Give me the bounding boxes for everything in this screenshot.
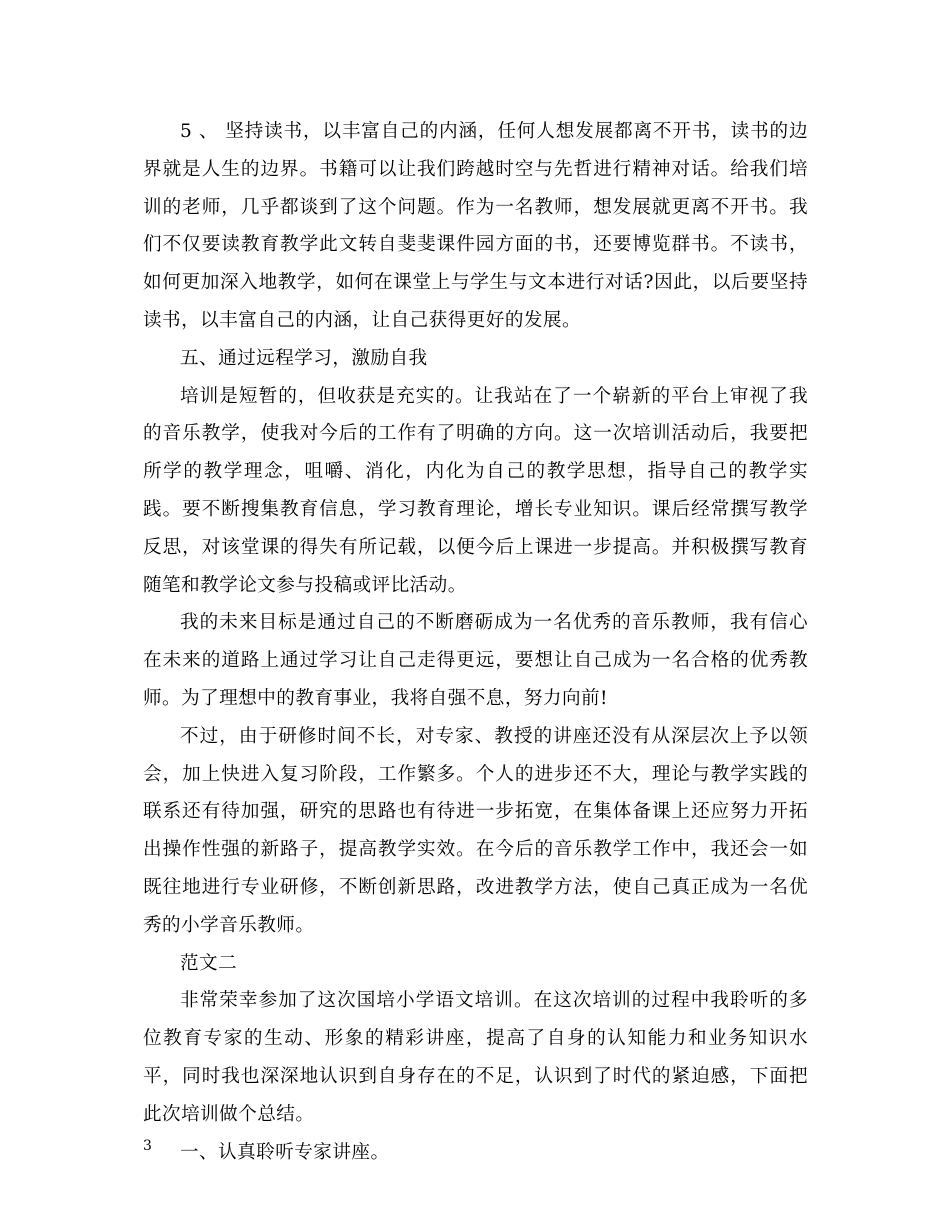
paragraph-guopei-intro: 非常荣幸参加了这次国培小学语文培训。在这次培训的过程中我聆听的多位教育专家的生动、形象的精彩讲座，提高了自身的认知能力和业务知识水平，同时我也深深地认识到自身存在的不足，认识到了时代的紧迫感，下面把此次培训做个总结。 <box>143 990 808 1125</box>
page-number: 3 <box>143 1138 152 1154</box>
section-heading-sample-two: 范文二 <box>180 952 238 974</box>
paragraph-future-goal: 我的未来目标是通过自己的不断磨砺成为一名优秀的音乐教师，我有信心在未来的道路上通过学习让自己走得更远，要想让自己成为一名合格的优秀教师。为了理想中的教育事业，我将自强不息，努力向前! <box>143 612 808 709</box>
paragraph-read-books: 5 、 坚持读书，以丰富自己的内涵，任何人想发展都离不开书，读书的边界就是人生的边界。书籍可以让我们跨越时空与先哲进行精神对话。给我们培训的老师，几乎都谈到了这个问题。作为一名教师，想发展就更离不开书。我们不仅要读教育教学此文转自斐斐课件园方面的书，还要博览群书。不读书，如何更加深入地教学，如何在课堂上与学生与文本进行对话?因此，以后要坚持读书，以丰富自己的内涵，让自己获得更好的发展。 <box>143 121 808 331</box>
document-body <box>143 113 808 1171</box>
section-heading-remote-learning: 五、通过远程学习，激励自我 <box>180 347 428 369</box>
section-heading-expert-lectures: 一、认真聆听专家讲座。 <box>180 1141 390 1163</box>
paragraph-shortcomings: 不过，由于研修时间不长，对专家、教授的讲座还没有从深层次上予以领会，加上快进入复习阶段，工作繁多。个人的进步还不大，理论与教学实践的联系还有待加强，研究的思路也有待进一步拓宽，在集体备课上还应努力开拓出操作性强的新路子，提高教学实效。在今后的音乐教学工作中，我还会一如既往地进行专业研修，不断创新思路，改进教学方法，使自己真正成为一名优秀的小学音乐教师。 <box>143 725 808 936</box>
paragraph-training-summary: 培训是短暂的，但收获是充实的。让我站在了一个崭新的平台上审视了我的音乐教学，使我对今后的工作有了明确的方向。这一次培训活动后，我要把所学的教学理念，咀嚼、消化，内化为自己的教学思想，指导自己的教学实践。要不断搜集教育信息，学习教育理论，增长专业知识。课后经常撰写教学反思，对该堂课的得失有所记载，以便今后上课进一步提高。并积极撰写教育随笔和教学论文参与投稿或评比活动。 <box>143 385 808 596</box>
